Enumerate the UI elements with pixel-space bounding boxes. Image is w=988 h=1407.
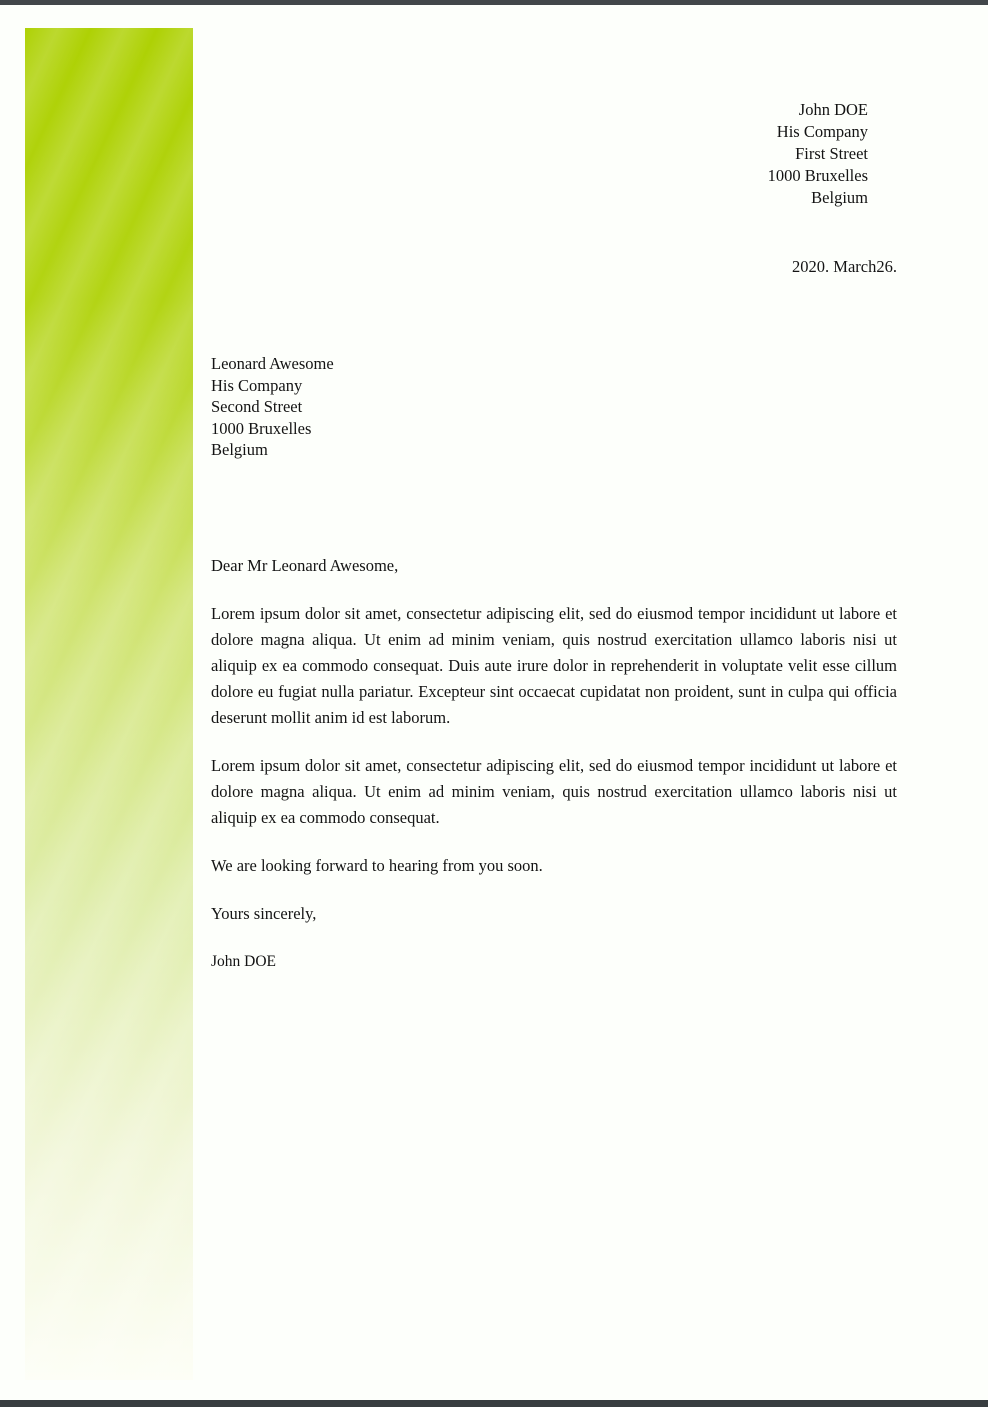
sender-company: His Company <box>776 122 868 141</box>
letter-body <box>211 553 897 997</box>
sender-name: John DOE <box>798 100 868 119</box>
sender-address-block <box>768 99 868 209</box>
signature-name: John DOE <box>211 953 277 970</box>
recipient-city: 1000 Bruxelles <box>211 418 312 438</box>
letter-date: 2020. March26. <box>792 257 897 276</box>
sender-city: 1000 Bruxelles <box>767 166 868 185</box>
green-gradient-sidebar <box>25 28 193 1380</box>
sender-street: First Street <box>795 144 868 163</box>
recipient-address-block <box>211 353 334 461</box>
sender-country: Belgium <box>811 188 868 207</box>
page-bottom-edge-bar <box>0 1400 988 1407</box>
page-top-edge-bar <box>0 0 988 5</box>
body-paragraph-2: Lorem ipsum dolor sit amet, consectetur adipiscing elit, sed do eiusmod tempor incididunt ut labore et dolore magna aliqua. Ut enim ad minim veniam, quis nostrud exercitation ullamco laboris nisi ut aliquip ex ea commodo consequat. <box>211 756 897 827</box>
closing-line: We are looking forward to hearing from you soon. <box>211 856 543 875</box>
recipient-country: Belgium <box>211 440 268 459</box>
recipient-company: His Company <box>211 375 303 395</box>
recipient-street: Second Street <box>211 397 303 416</box>
salutation: Dear Mr Leonard Awesome, <box>211 556 399 575</box>
valediction: Yours sincerely, <box>211 904 317 923</box>
body-paragraph-1: Lorem ipsum dolor sit amet, consectetur adipiscing elit, sed do eiusmod tempor incididunt ut labore et dolore magna aliqua. Ut enim ad minim veniam, quis nostrud exercitation ullamco laboris nisi ut aliquip ex ea commodo consequat. Duis aute irure dolor in reprehenderit in voluptate velit esse cillum dolore eu fugiat nulla pariatur. Excepteur sint occaecat cupidatat non proident, sunt in culpa qui officia deserunt mollit anim id est laborum. <box>211 604 897 727</box>
recipient-name: Leonard Awesome <box>211 354 334 373</box>
